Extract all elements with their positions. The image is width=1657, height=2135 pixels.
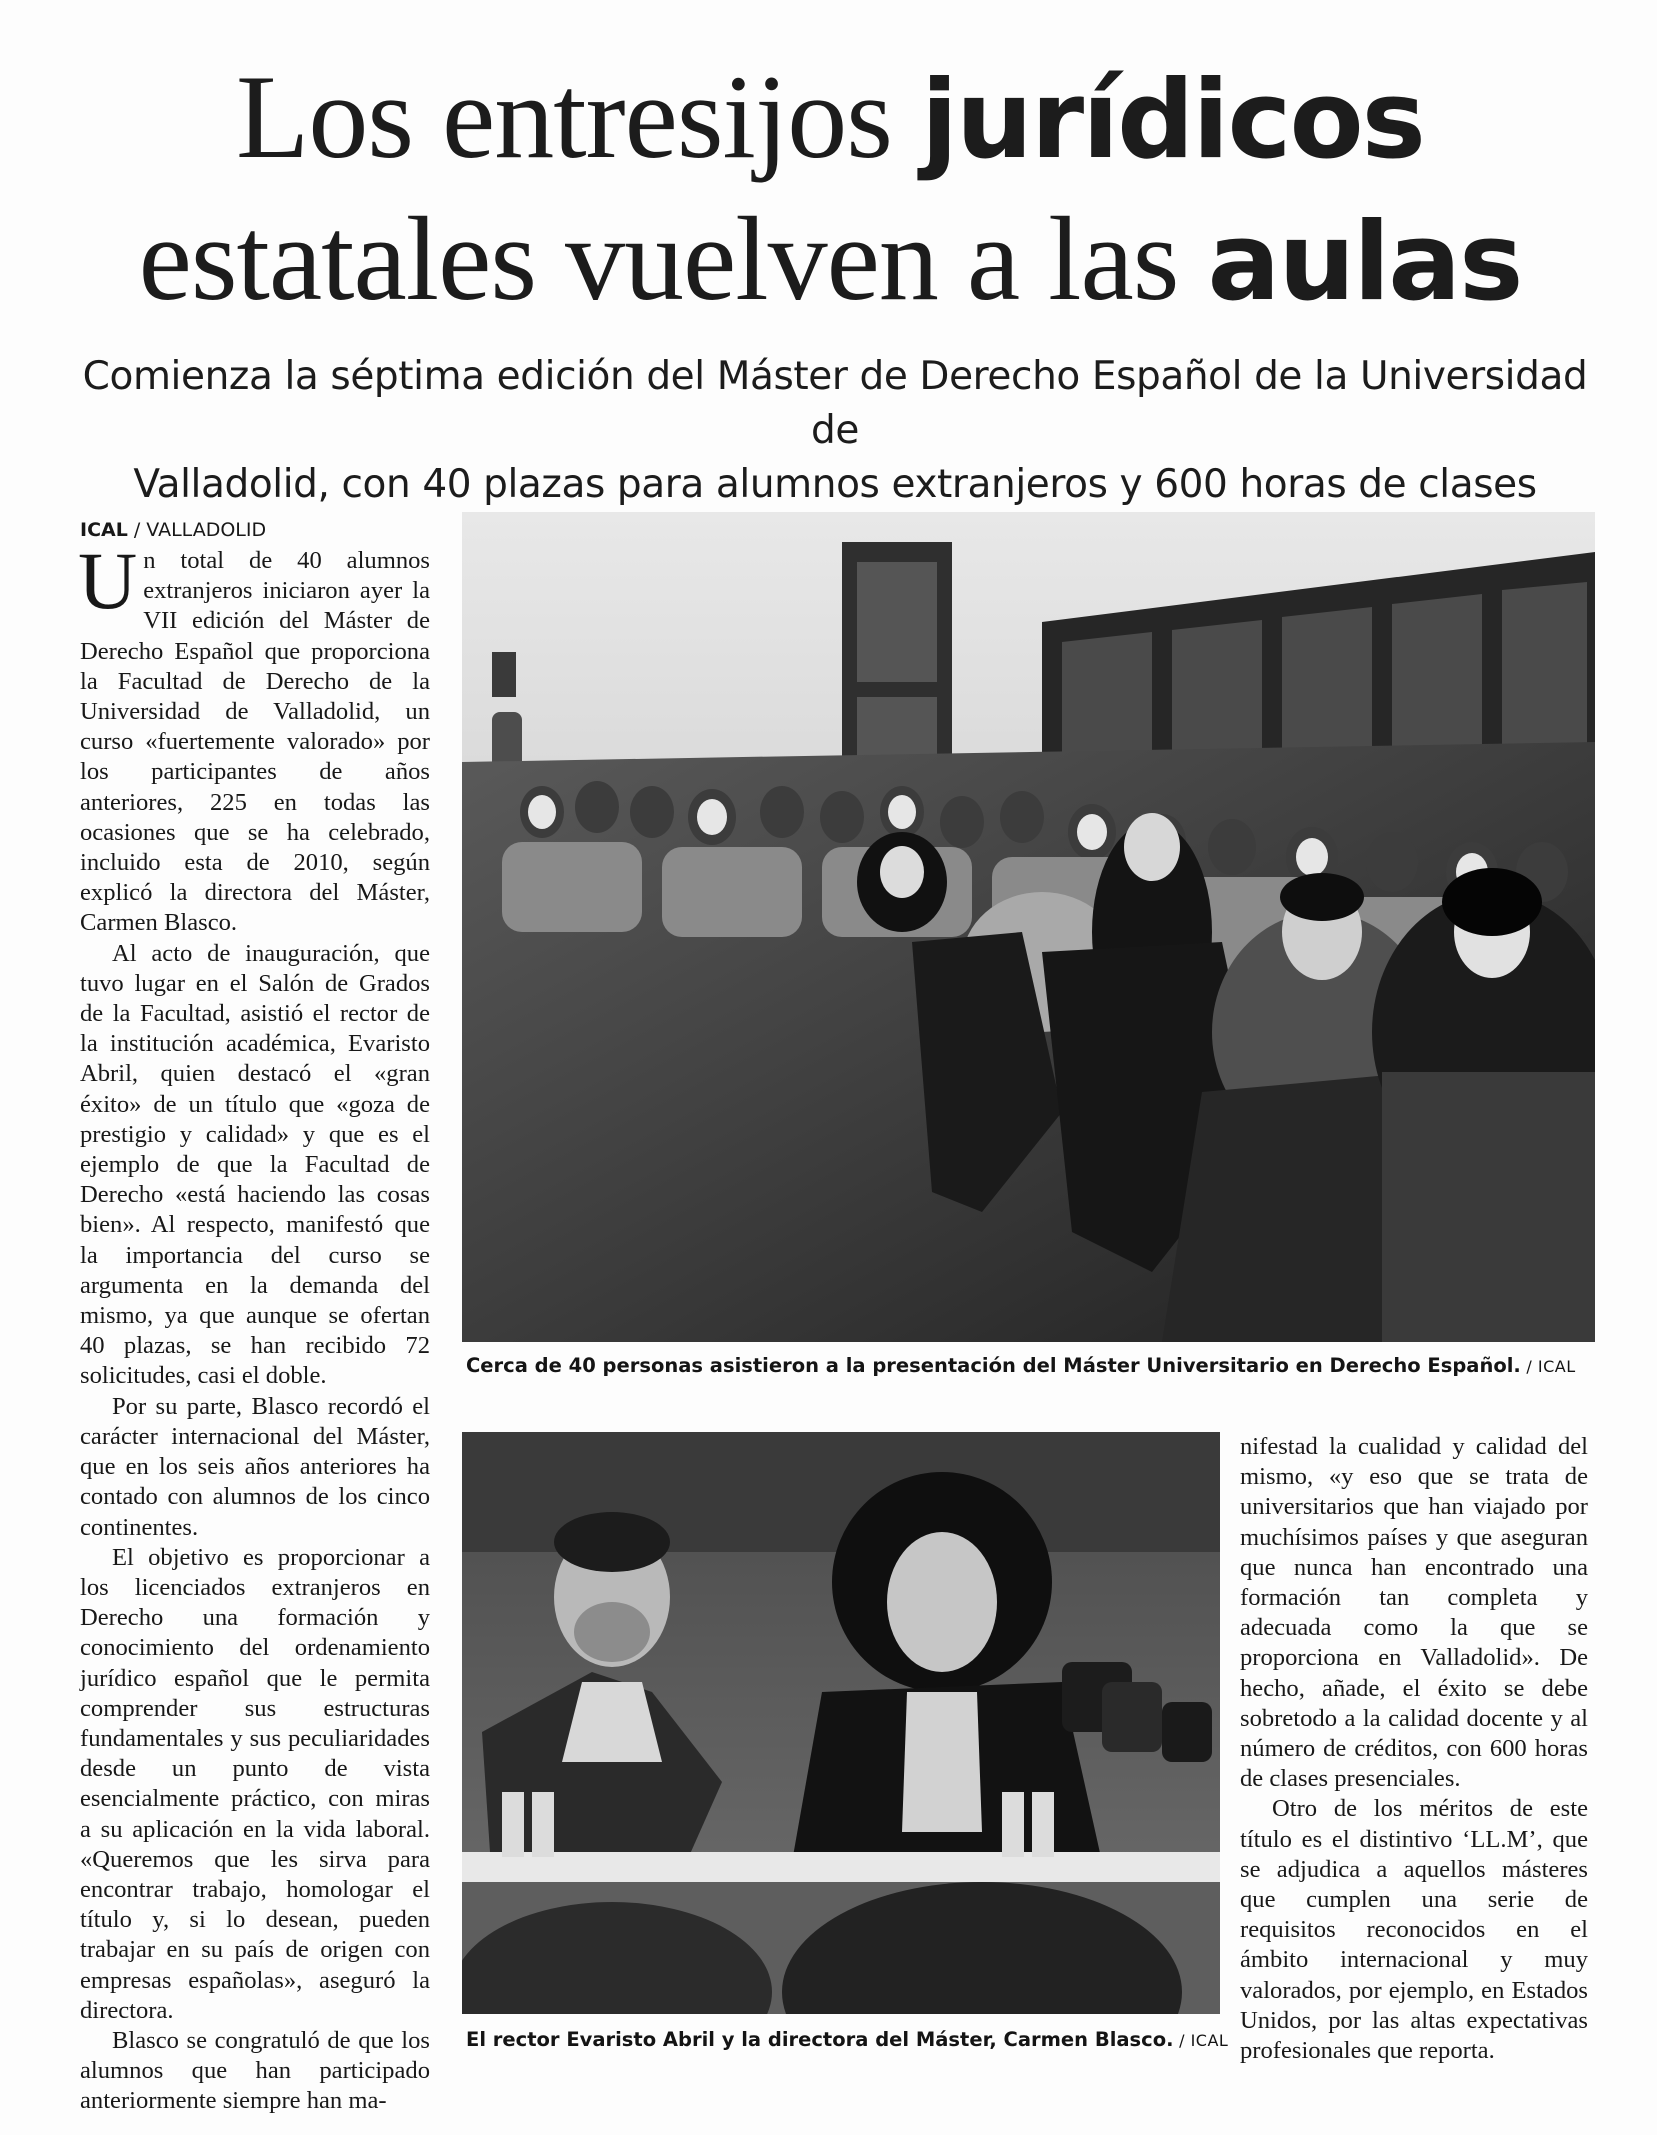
headline-line-2-bold: aulas (1207, 200, 1522, 325)
article-paragraph-7: Otro de los méritos de este título es el distintivo ‘LL.M’, que se adjudica a aquellos másteres que cumplen una serie de requisitos reconocidos en el ámbito internacional y muy valorados, por ejemplo, en Estados Unidos, por las altas expectativas profesionales que reporta. (1240, 1795, 1588, 2065)
headline-line-1-bold: jurídicos (920, 58, 1424, 183)
photo-audience-caption-text: Cerca de 40 personas asistieron a la presentación del Máster Universitario en Derecho Español. (466, 1354, 1521, 1377)
drop-cap: U (78, 535, 138, 626)
subheadline-line-2: Valladolid, con 40 plazas para alumnos extranjeros y 600 horas de clases (133, 462, 1537, 507)
photo-rector-caption (466, 2028, 1228, 2053)
article-paragraph-4: El objetivo es proporcionar a los licenciados extranjeros en Derecho una formación y conocimiento del ordenamiento jurídico español que le permita comprender sus estructuras fundamentales y sus peculiaridades desde un punto de vista esencialmente práctico, con miras a su aplicación en la vida laboral. «Queremos que les sirva para encontrar trabajo, homologar el título y, si lo desean, pueden trabajar en su país de origen con empresas españolas», aseguró la directora. (80, 1543, 430, 2024)
headline-line-2-light: estatales vuelven a las (138, 192, 1208, 325)
photo-rector-and-director (462, 1432, 1220, 2014)
subheadline-line-1: Comienza la séptima edición del Máster de Derecho Español de la Universidad de (82, 354, 1588, 453)
headline-line-2 (70, 190, 1590, 332)
photo-audience-caption (466, 1354, 1576, 1379)
headline (70, 48, 1590, 332)
photo-rector-credit: / ICAL (1173, 2031, 1229, 2050)
article-paragraph-1-text: n total de 40 alumnos extranjeros iniciaron ayer la VII edición del Máster de Derecho Español que proporciona la Facultad de Derecho de la Universidad de Valladolid, un curso «fuertemente valorado» por los participantes de años anteriores, 225 en todas las ocasiones que se ha celebrado, incluido esta de 2010, según explicó la directora del Máster, Carmen Blasco. (80, 547, 430, 937)
photo-audience (462, 512, 1595, 1342)
headline-line-1-light: Los entresijos (236, 50, 921, 183)
photo-audience-illustration (462, 512, 1595, 1342)
article-paragraph-6: nifestad la cualidad y calidad del mismo, «y eso que se trata de universitarios que han viajado por muchísimos países y que aseguran que nunca han encontrado una formación tan completa y adecuada como la que se proporciona en Valladolid». De hecho, añade, el éxito se debe sobretodo a la calidad docente y al número de créditos, con 600 horas de clases presenciales. (1240, 1433, 1588, 1793)
headline-line-1 (70, 48, 1590, 190)
article-column-left (80, 518, 430, 2117)
article-column-right (1240, 1432, 1588, 2066)
article-paragraph-1 (78, 535, 430, 939)
article-paragraph-2: Al acto de inauguración, que tuvo lugar en el Salón de Grados de la Facultad, asistió el rector de la institución académica, Evaristo Abril, quien destacó el «gran éxito» de un título que «goza de prestigio y calidad» y que es el ejemplo de que la Facultad de Derecho «está haciendo las cosas bien». Al respecto, manifestó que la importancia del curso se argumenta en la demanda del mismo, ya que aunque se ofertan 40 plazas, se han recibido 72 solicitudes, casi el doble. (80, 939, 430, 1390)
byline-place: / VALLADOLID (127, 519, 267, 541)
photo-rector-and-director-illustration (462, 1432, 1220, 2014)
byline-agency: ICAL (80, 519, 128, 541)
photo-audience-credit: / ICAL (1520, 1357, 1576, 1376)
photo-rector-caption-text: El rector Evaristo Abril y la directora del Máster, Carmen Blasco. (466, 2028, 1174, 2051)
byline (80, 518, 430, 542)
article-paragraph-5: Blasco se congratuló de que los alumnos que han participado anteriormente siempre han ma- (80, 2026, 430, 2115)
article-paragraph-3: Por su parte, Blasco recordó el carácter internacional del Máster, que en los seis años anteriores ha contado con alumnos de los cinco continentes. (80, 1392, 430, 1541)
